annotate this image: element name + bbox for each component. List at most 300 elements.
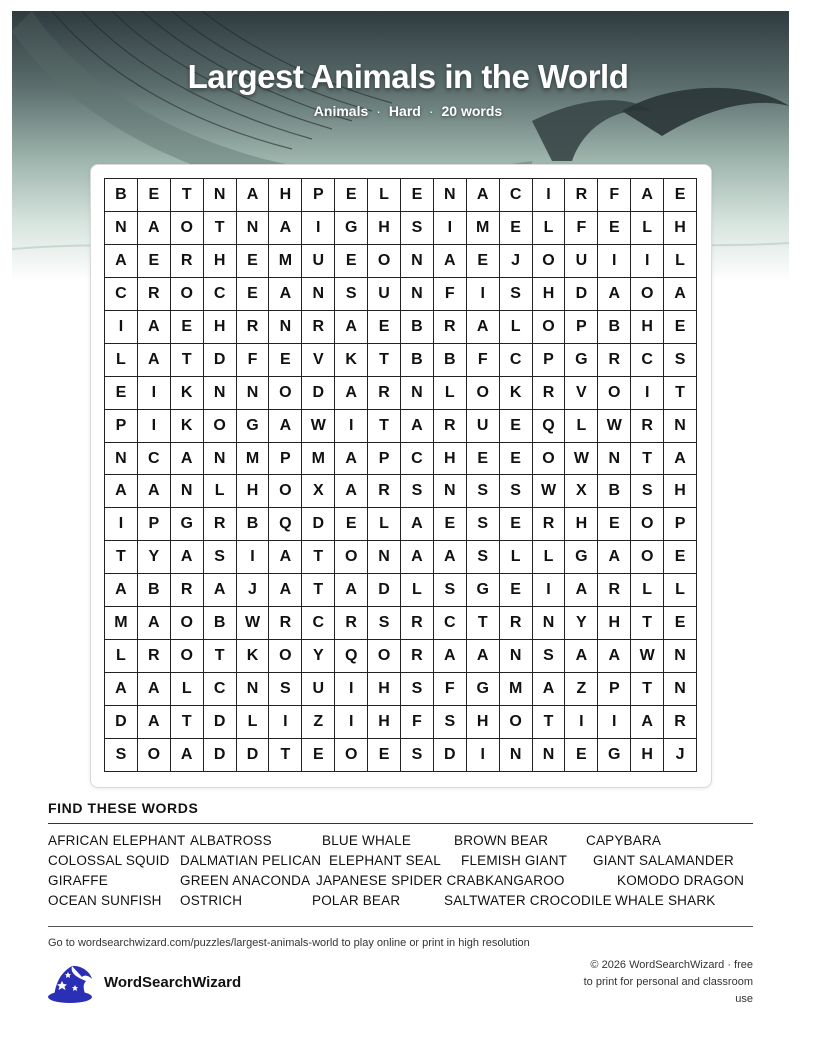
grid-cell: N bbox=[664, 640, 697, 673]
grid-cell: D bbox=[237, 739, 270, 772]
grid-cell: N bbox=[500, 640, 533, 673]
grid-cell: F bbox=[434, 278, 467, 311]
grid-cell: A bbox=[105, 475, 138, 508]
grid-cell: A bbox=[467, 179, 500, 212]
grid-cell: W bbox=[565, 443, 598, 476]
grid-cell: L bbox=[105, 640, 138, 673]
word-list-heading: FIND THESE WORDS bbox=[48, 800, 199, 816]
grid-cell: A bbox=[335, 574, 368, 607]
grid-cell: O bbox=[138, 739, 171, 772]
grid-cell: O bbox=[171, 607, 204, 640]
grid-cell: S bbox=[204, 541, 237, 574]
grid-cell: M bbox=[105, 607, 138, 640]
grid-cell: L bbox=[631, 212, 664, 245]
grid-cell: A bbox=[171, 541, 204, 574]
grid-cell: G bbox=[565, 541, 598, 574]
grid-cell: A bbox=[664, 443, 697, 476]
grid-cell: K bbox=[237, 640, 270, 673]
grid-cell: R bbox=[401, 640, 434, 673]
grid-cell: G bbox=[171, 508, 204, 541]
grid-cell: H bbox=[368, 706, 401, 739]
grid-cell: A bbox=[335, 475, 368, 508]
grid-cell: E bbox=[368, 739, 401, 772]
grid-cell: R bbox=[171, 245, 204, 278]
grid-cell: O bbox=[631, 508, 664, 541]
grid-cell: H bbox=[598, 607, 631, 640]
grid-cell: P bbox=[269, 443, 302, 476]
grid-cell: P bbox=[565, 311, 598, 344]
grid-cell: N bbox=[171, 475, 204, 508]
grid-cell: E bbox=[335, 245, 368, 278]
grid-cell: H bbox=[631, 739, 664, 772]
grid-cell: L bbox=[105, 344, 138, 377]
grid-cell: F bbox=[598, 179, 631, 212]
grid-cell: A bbox=[138, 344, 171, 377]
grid-cell: W bbox=[237, 607, 270, 640]
grid-cell: A bbox=[269, 278, 302, 311]
grid-cell: O bbox=[171, 640, 204, 673]
grid-cell: A bbox=[269, 410, 302, 443]
grid-cell: P bbox=[105, 410, 138, 443]
grid-cell: G bbox=[598, 739, 631, 772]
grid-cell: F bbox=[401, 706, 434, 739]
grid-cell: H bbox=[664, 475, 697, 508]
grid-cell: T bbox=[171, 706, 204, 739]
grid-cell: E bbox=[500, 574, 533, 607]
grid-cell: L bbox=[631, 574, 664, 607]
grid-cell: I bbox=[335, 673, 368, 706]
grid-cell: G bbox=[467, 574, 500, 607]
grid-cell: B bbox=[105, 179, 138, 212]
grid-cell: I bbox=[434, 212, 467, 245]
grid-cell: R bbox=[401, 607, 434, 640]
grid-cell: N bbox=[204, 377, 237, 410]
grid-cell: M bbox=[302, 443, 335, 476]
grid-cell: T bbox=[368, 344, 401, 377]
grid-cell: G bbox=[565, 344, 598, 377]
grid-cell: D bbox=[302, 508, 335, 541]
grid-cell: E bbox=[138, 179, 171, 212]
grid-cell: L bbox=[204, 475, 237, 508]
grid-cell: L bbox=[500, 311, 533, 344]
wizard-hat-icon bbox=[46, 963, 94, 1005]
word-list-item: GIANT SALAMANDER bbox=[593, 853, 734, 868]
grid-cell: I bbox=[598, 245, 631, 278]
grid-cell: L bbox=[434, 377, 467, 410]
grid-cell: S bbox=[401, 475, 434, 508]
letter-grid bbox=[104, 178, 697, 772]
word-list-row bbox=[48, 831, 768, 851]
grid-cell: T bbox=[631, 673, 664, 706]
word-list-item: KOMODO DRAGON bbox=[617, 873, 745, 888]
grid-cell: E bbox=[335, 508, 368, 541]
grid-cell: L bbox=[664, 574, 697, 607]
grid-cell: I bbox=[631, 377, 664, 410]
grid-cell: C bbox=[138, 443, 171, 476]
grid-cell: A bbox=[434, 541, 467, 574]
grid-cell: O bbox=[533, 311, 566, 344]
grid-cell: T bbox=[204, 640, 237, 673]
grid-cell: A bbox=[269, 212, 302, 245]
grid-cell: R bbox=[598, 344, 631, 377]
grid-cell: J bbox=[237, 574, 270, 607]
grid-cell: L bbox=[368, 508, 401, 541]
grid-cell: H bbox=[368, 212, 401, 245]
grid-cell: I bbox=[138, 377, 171, 410]
grid-cell: K bbox=[171, 377, 204, 410]
grid-cell: I bbox=[533, 574, 566, 607]
grid-cell: I bbox=[269, 706, 302, 739]
grid-cell: Y bbox=[565, 607, 598, 640]
grid-cell: E bbox=[565, 739, 598, 772]
meta-separator: · bbox=[428, 103, 434, 119]
grid-cell: N bbox=[664, 410, 697, 443]
grid-cell: N bbox=[302, 278, 335, 311]
grid-cell: B bbox=[401, 344, 434, 377]
grid-cell: J bbox=[500, 245, 533, 278]
grid-cell: N bbox=[598, 443, 631, 476]
grid-cell: D bbox=[434, 739, 467, 772]
grid-cell: I bbox=[467, 278, 500, 311]
grid-cell: R bbox=[269, 607, 302, 640]
word-list-row bbox=[48, 891, 768, 911]
grid-cell: I bbox=[467, 739, 500, 772]
copyright-text: © 2026 WordSearchWizard · free to print for personal and classroom use bbox=[583, 959, 753, 1005]
grid-cell: B bbox=[237, 508, 270, 541]
grid-cell: E bbox=[237, 278, 270, 311]
grid-cell: S bbox=[467, 508, 500, 541]
grid-cell: O bbox=[335, 739, 368, 772]
grid-cell: O bbox=[533, 245, 566, 278]
grid-cell: N bbox=[401, 377, 434, 410]
grid-cell: F bbox=[434, 673, 467, 706]
grid-cell: U bbox=[368, 278, 401, 311]
grid-cell: P bbox=[302, 179, 335, 212]
grid-cell: A bbox=[105, 574, 138, 607]
grid-cell: E bbox=[467, 245, 500, 278]
grid-cell: O bbox=[598, 377, 631, 410]
grid-cell: D bbox=[302, 377, 335, 410]
grid-cell: N bbox=[105, 212, 138, 245]
grid-cell: R bbox=[171, 574, 204, 607]
grid-cell: T bbox=[302, 541, 335, 574]
grid-cell: I bbox=[565, 706, 598, 739]
grid-cell: P bbox=[533, 344, 566, 377]
grid-cell: A bbox=[664, 278, 697, 311]
grid-cell: O bbox=[269, 475, 302, 508]
grid-cell: E bbox=[664, 311, 697, 344]
grid-cell: E bbox=[237, 245, 270, 278]
grid-cell: E bbox=[664, 541, 697, 574]
grid-cell: R bbox=[533, 377, 566, 410]
grid-cell: U bbox=[302, 245, 335, 278]
grid-cell: N bbox=[533, 739, 566, 772]
grid-cell: N bbox=[533, 607, 566, 640]
word-list-item: OCEAN SUNFISH bbox=[48, 893, 162, 908]
grid-cell: S bbox=[533, 640, 566, 673]
grid-cell: R bbox=[434, 311, 467, 344]
grid-cell: A bbox=[401, 541, 434, 574]
grid-cell: W bbox=[631, 640, 664, 673]
grid-cell: X bbox=[302, 475, 335, 508]
grid-cell: Z bbox=[565, 673, 598, 706]
grid-cell: H bbox=[467, 706, 500, 739]
word-count-label: 20 words bbox=[441, 103, 503, 119]
grid-cell: A bbox=[105, 245, 138, 278]
grid-cell: L bbox=[533, 541, 566, 574]
grid-cell: S bbox=[368, 607, 401, 640]
grid-cell: L bbox=[401, 574, 434, 607]
grid-cell: C bbox=[631, 344, 664, 377]
grid-cell: O bbox=[204, 410, 237, 443]
grid-cell: A bbox=[565, 640, 598, 673]
grid-cell: G bbox=[335, 212, 368, 245]
grid-cell: B bbox=[598, 311, 631, 344]
grid-cell: S bbox=[401, 212, 434, 245]
grid-cell: Y bbox=[138, 541, 171, 574]
grid-cell: S bbox=[269, 673, 302, 706]
grid-cell: G bbox=[237, 410, 270, 443]
grid-cell: L bbox=[533, 212, 566, 245]
word-list-item: FLEMISH GIANT bbox=[461, 853, 568, 868]
grid-cell: L bbox=[500, 541, 533, 574]
grid-cell: S bbox=[401, 673, 434, 706]
brand-name: WordSearchWizard bbox=[104, 974, 242, 991]
grid-cell: O bbox=[368, 640, 401, 673]
grid-cell: A bbox=[138, 607, 171, 640]
grid-cell: R bbox=[204, 508, 237, 541]
grid-cell: A bbox=[434, 640, 467, 673]
word-list-item: GIRAFFE bbox=[48, 873, 108, 888]
grid-cell: A bbox=[237, 179, 270, 212]
word-list-item: SALTWATER CROCODILE bbox=[444, 893, 612, 908]
word-list-item: OSTRICH bbox=[180, 893, 243, 908]
grid-cell: L bbox=[664, 245, 697, 278]
grid-cell: R bbox=[138, 640, 171, 673]
grid-cell: A bbox=[138, 311, 171, 344]
category-label: Animals bbox=[313, 103, 369, 119]
grid-cell: E bbox=[500, 212, 533, 245]
grid-cell: S bbox=[467, 475, 500, 508]
grid-cell: S bbox=[105, 739, 138, 772]
grid-cell: C bbox=[434, 607, 467, 640]
grid-cell: A bbox=[269, 574, 302, 607]
grid-cell: E bbox=[598, 508, 631, 541]
grid-cell: A bbox=[631, 179, 664, 212]
word-list-row bbox=[48, 851, 768, 871]
grid-cell: N bbox=[500, 739, 533, 772]
grid-cell: O bbox=[368, 245, 401, 278]
grid-cell: E bbox=[368, 311, 401, 344]
grid-cell: D bbox=[204, 739, 237, 772]
grid-cell: T bbox=[302, 574, 335, 607]
grid-cell: O bbox=[631, 541, 664, 574]
grid-cell: H bbox=[664, 212, 697, 245]
word-list bbox=[48, 831, 768, 911]
grid-cell: D bbox=[565, 278, 598, 311]
grid-cell: S bbox=[500, 475, 533, 508]
word-list-item: COLOSSAL SQUID bbox=[48, 853, 170, 868]
word-list-item: ELEPHANT SEAL bbox=[329, 853, 441, 868]
grid-cell: S bbox=[401, 739, 434, 772]
grid-cell: R bbox=[368, 475, 401, 508]
grid-cell: O bbox=[269, 377, 302, 410]
meta-separator: · bbox=[376, 103, 381, 119]
grid-cell: C bbox=[204, 673, 237, 706]
grid-cell: T bbox=[533, 706, 566, 739]
grid-cell: M bbox=[269, 245, 302, 278]
grid-cell: F bbox=[237, 344, 270, 377]
grid-cell: E bbox=[335, 179, 368, 212]
grid-cell: I bbox=[237, 541, 270, 574]
grid-cell: U bbox=[565, 245, 598, 278]
grid-cell: D bbox=[105, 706, 138, 739]
grid-cell: C bbox=[302, 607, 335, 640]
grid-cell: Q bbox=[269, 508, 302, 541]
grid-cell: C bbox=[105, 278, 138, 311]
grid-cell: S bbox=[500, 278, 533, 311]
grid-cell: A bbox=[171, 443, 204, 476]
grid-cell: L bbox=[565, 410, 598, 443]
grid-cell: T bbox=[105, 541, 138, 574]
grid-cell: E bbox=[401, 179, 434, 212]
grid-cell: T bbox=[467, 607, 500, 640]
grid-cell: Q bbox=[533, 410, 566, 443]
grid-cell: I bbox=[631, 245, 664, 278]
grid-cell: A bbox=[631, 706, 664, 739]
grid-cell: A bbox=[138, 706, 171, 739]
puzzle-meta bbox=[0, 103, 816, 119]
grid-cell: C bbox=[204, 278, 237, 311]
grid-cell: N bbox=[401, 245, 434, 278]
word-list-item: CAPYBARA bbox=[586, 833, 662, 848]
word-list-item: AFRICAN ELEPHANT bbox=[48, 833, 186, 848]
grid-cell: A bbox=[138, 475, 171, 508]
grid-cell: N bbox=[401, 278, 434, 311]
grid-cell: A bbox=[401, 410, 434, 443]
grid-cell: B bbox=[598, 475, 631, 508]
grid-cell: C bbox=[500, 179, 533, 212]
grid-cell: O bbox=[269, 640, 302, 673]
grid-cell: H bbox=[368, 673, 401, 706]
grid-cell: A bbox=[269, 541, 302, 574]
grid-cell: I bbox=[302, 212, 335, 245]
grid-cell: Z bbox=[302, 706, 335, 739]
grid-cell: G bbox=[467, 673, 500, 706]
grid-cell: R bbox=[500, 607, 533, 640]
grid-cell: N bbox=[105, 443, 138, 476]
grid-cell: B bbox=[138, 574, 171, 607]
grid-cell: B bbox=[434, 344, 467, 377]
grid-cell: L bbox=[368, 179, 401, 212]
grid-cell: I bbox=[598, 706, 631, 739]
grid-cell: E bbox=[105, 377, 138, 410]
grid-cell: N bbox=[237, 673, 270, 706]
grid-cell: R bbox=[598, 574, 631, 607]
grid-cell: P bbox=[368, 443, 401, 476]
grid-cell: B bbox=[204, 607, 237, 640]
grid-cell: S bbox=[434, 706, 467, 739]
grid-cell: R bbox=[565, 179, 598, 212]
grid-cell: V bbox=[302, 344, 335, 377]
grid-cell: N bbox=[204, 179, 237, 212]
grid-cell: P bbox=[138, 508, 171, 541]
grid-cell: U bbox=[302, 673, 335, 706]
grid-cell: N bbox=[237, 377, 270, 410]
grid-cell: E bbox=[269, 344, 302, 377]
grid-cell: A bbox=[467, 311, 500, 344]
grid-cell: M bbox=[500, 673, 533, 706]
grid-cell: W bbox=[302, 410, 335, 443]
word-list-item: GREEN ANACONDA bbox=[180, 873, 311, 888]
grid-cell: D bbox=[368, 574, 401, 607]
difficulty-label: Hard bbox=[388, 103, 421, 119]
grid-cell: A bbox=[598, 541, 631, 574]
grid-cell: T bbox=[171, 179, 204, 212]
grid-cell: I bbox=[105, 311, 138, 344]
grid-cell: K bbox=[171, 410, 204, 443]
grid-cell: T bbox=[368, 410, 401, 443]
page-title: Largest Animals in the World bbox=[187, 58, 629, 95]
divider bbox=[48, 823, 753, 824]
grid-cell: N bbox=[664, 673, 697, 706]
grid-cell: I bbox=[533, 179, 566, 212]
grid-cell: L bbox=[237, 706, 270, 739]
word-list-item: WHALE SHARK bbox=[615, 893, 716, 908]
grid-cell: J bbox=[664, 739, 697, 772]
grid-cell: V bbox=[565, 377, 598, 410]
grid-cell: W bbox=[533, 475, 566, 508]
grid-cell: E bbox=[500, 443, 533, 476]
grid-cell: O bbox=[631, 278, 664, 311]
grid-cell: N bbox=[434, 179, 467, 212]
grid-cell: N bbox=[269, 311, 302, 344]
grid-cell: M bbox=[237, 443, 270, 476]
grid-cell: Y bbox=[302, 640, 335, 673]
grid-cell: S bbox=[335, 278, 368, 311]
grid-cell: E bbox=[467, 443, 500, 476]
grid-cell: P bbox=[664, 508, 697, 541]
grid-cell: N bbox=[368, 541, 401, 574]
grid-cell: R bbox=[335, 607, 368, 640]
grid-cell: A bbox=[467, 640, 500, 673]
grid-cell: D bbox=[204, 344, 237, 377]
grid-cell: H bbox=[565, 508, 598, 541]
grid-cell: T bbox=[664, 377, 697, 410]
grid-cell: S bbox=[434, 574, 467, 607]
grid-cell: I bbox=[138, 410, 171, 443]
grid-cell: E bbox=[500, 410, 533, 443]
grid-cell: A bbox=[401, 508, 434, 541]
grid-cell: E bbox=[598, 212, 631, 245]
grid-cell: B bbox=[401, 311, 434, 344]
grid-cell: I bbox=[335, 706, 368, 739]
grid-cell: O bbox=[500, 706, 533, 739]
grid-cell: A bbox=[565, 574, 598, 607]
grid-cell: R bbox=[631, 410, 664, 443]
grid-cell: A bbox=[204, 574, 237, 607]
grid-cell: A bbox=[598, 278, 631, 311]
grid-cell: H bbox=[204, 311, 237, 344]
grid-cell: H bbox=[533, 278, 566, 311]
grid-cell: S bbox=[631, 475, 664, 508]
grid-cell: I bbox=[105, 508, 138, 541]
word-list-item: BROWN BEAR bbox=[454, 833, 549, 848]
grid-cell: A bbox=[335, 443, 368, 476]
grid-cell: L bbox=[171, 673, 204, 706]
grid-cell: H bbox=[269, 179, 302, 212]
grid-cell: O bbox=[467, 377, 500, 410]
